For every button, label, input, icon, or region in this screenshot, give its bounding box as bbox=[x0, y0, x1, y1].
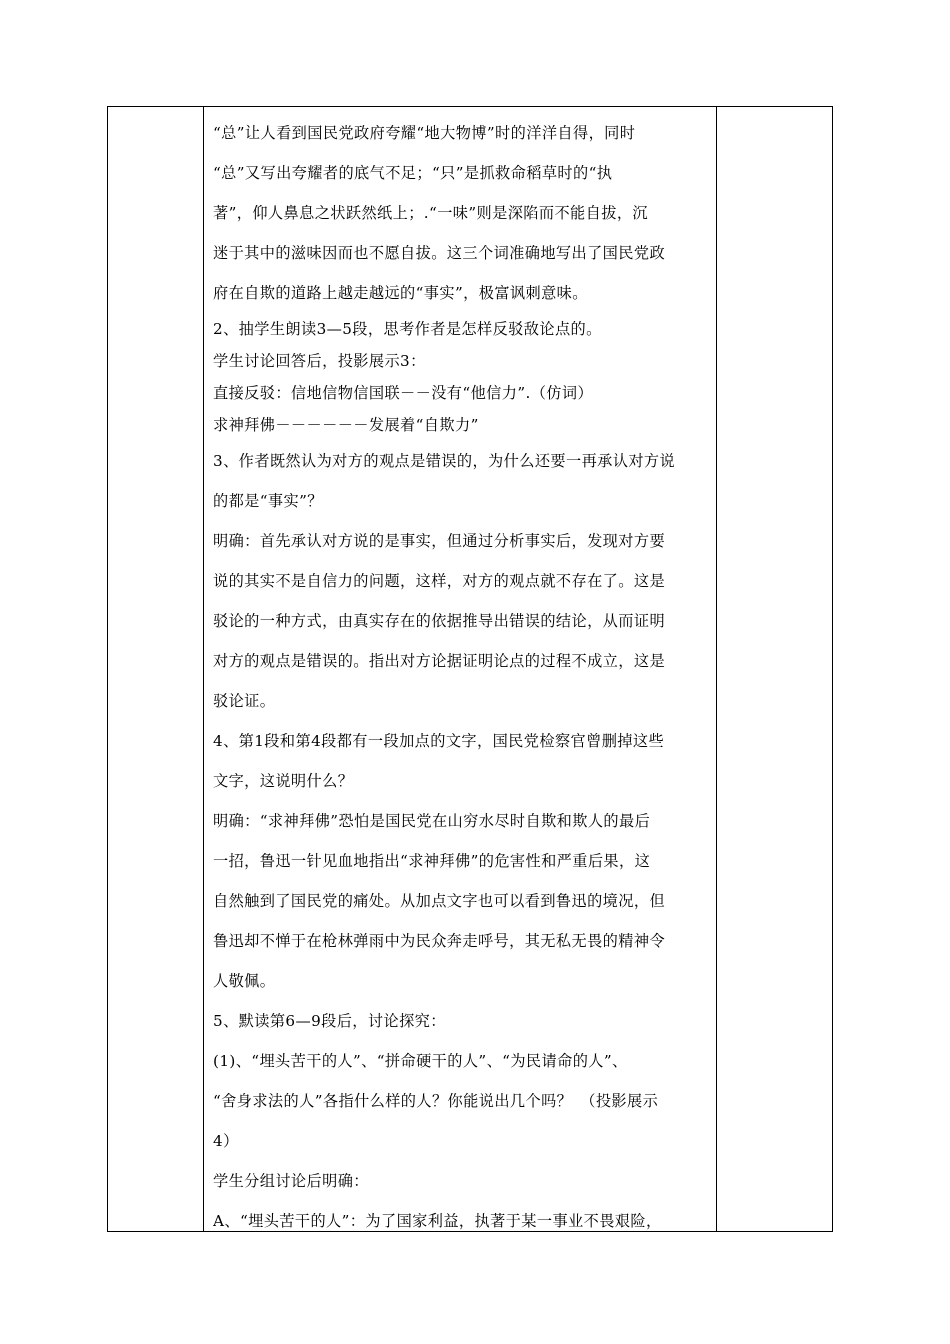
text-line: 的都是“事实”？ bbox=[213, 492, 323, 510]
lesson-table bbox=[107, 106, 833, 1232]
text-line: 著”，仰人鼻息之状跃然纸上；.“一味”则是深陷而不能自拔，沉 bbox=[213, 204, 648, 222]
text-line: 5、默读第6—9段后，讨论探究： bbox=[213, 1012, 446, 1030]
text-line: 2、抽学生朗读3—5段，思考作者是怎样反驳敌论点的。 bbox=[213, 320, 602, 338]
text-line: 学生分组讨论后明确： bbox=[213, 1172, 369, 1190]
main-content-cell bbox=[204, 107, 717, 1232]
right-column-cell bbox=[717, 107, 833, 1232]
text-line: 文字，这说明什么？ bbox=[213, 772, 354, 790]
text-line: 人敬佩。 bbox=[213, 972, 276, 990]
text-line: “舍身求法的人”各指什么样的人？你能说出几个吗？ （投影展示 bbox=[213, 1092, 659, 1110]
text-line: 明确：“求神拜佛”恐怕是国民党在山穷水尽时自欺和欺人的最后 bbox=[213, 812, 651, 830]
text-line: 4、第1段和第4段都有一段加点的文字，国民党检察官曾删掉这些 bbox=[213, 732, 665, 750]
text-line: A、“埋头苦干的人”：为了国家利益，执著于某一事业不畏艰险， bbox=[213, 1212, 662, 1230]
table-row bbox=[108, 107, 833, 1232]
text-line: 鲁迅却不惮于在枪林弹雨中为民众奔走呼号，其无私无畏的精神令 bbox=[213, 932, 666, 950]
text-line: 对方的观点是错误的。指出对方论据证明论点的过程不成立，这是 bbox=[213, 652, 666, 670]
text-line: “总”让人看到国民党政府夸耀“地大物博”时的洋洋自得，同时 bbox=[213, 124, 636, 142]
lesson-text bbox=[204, 107, 716, 1231]
text-line: 4） bbox=[213, 1132, 239, 1150]
text-line: 一招，鲁迅一针见血地指出“求神拜佛”的危害性和严重后果，这 bbox=[213, 852, 651, 870]
text-line: 驳论的一种方式，由真实存在的依据推导出错误的结论，从而证明 bbox=[213, 612, 666, 630]
text-line: 府在自欺的道路上越走越远的“事实”，极富讽刺意味。 bbox=[213, 284, 588, 302]
text-line: 自然触到了国民党的痛处。从加点文字也可以看到鲁迅的境况，但 bbox=[213, 892, 666, 910]
text-line: 明确：首先承认对方说的是事实，但通过分析事实后，发现对方要 bbox=[213, 532, 666, 550]
text-line: 驳论证。 bbox=[213, 692, 276, 710]
left-column-cell bbox=[108, 107, 204, 1232]
text-line: 说的其实不是自信力的问题，这样，对方的观点就不存在了。这是 bbox=[213, 572, 666, 590]
text-line: “总”又写出夸耀者的底气不足；“只”是抓救命稻草时的“执 bbox=[213, 164, 613, 182]
text-line: 迷于其中的滋味因而也不愿自拔。这三个词准确地写出了国民党政 bbox=[213, 244, 666, 262]
text-line: (1)、“埋头苦干的人”、“拼命硬干的人”、“为民请命的人”、 bbox=[213, 1052, 628, 1070]
text-line: 学生讨论回答后，投影展示3： bbox=[213, 352, 426, 370]
text-line: 直接反驳：信地信物信国联－－没有“他信力”.（仿词） bbox=[213, 384, 594, 402]
text-line: 3、作者既然认为对方的观点是错误的，为什么还要一再承认对方说 bbox=[213, 452, 676, 470]
text-line: 求神拜佛－－－－－－发展着“自欺力” bbox=[213, 416, 479, 434]
